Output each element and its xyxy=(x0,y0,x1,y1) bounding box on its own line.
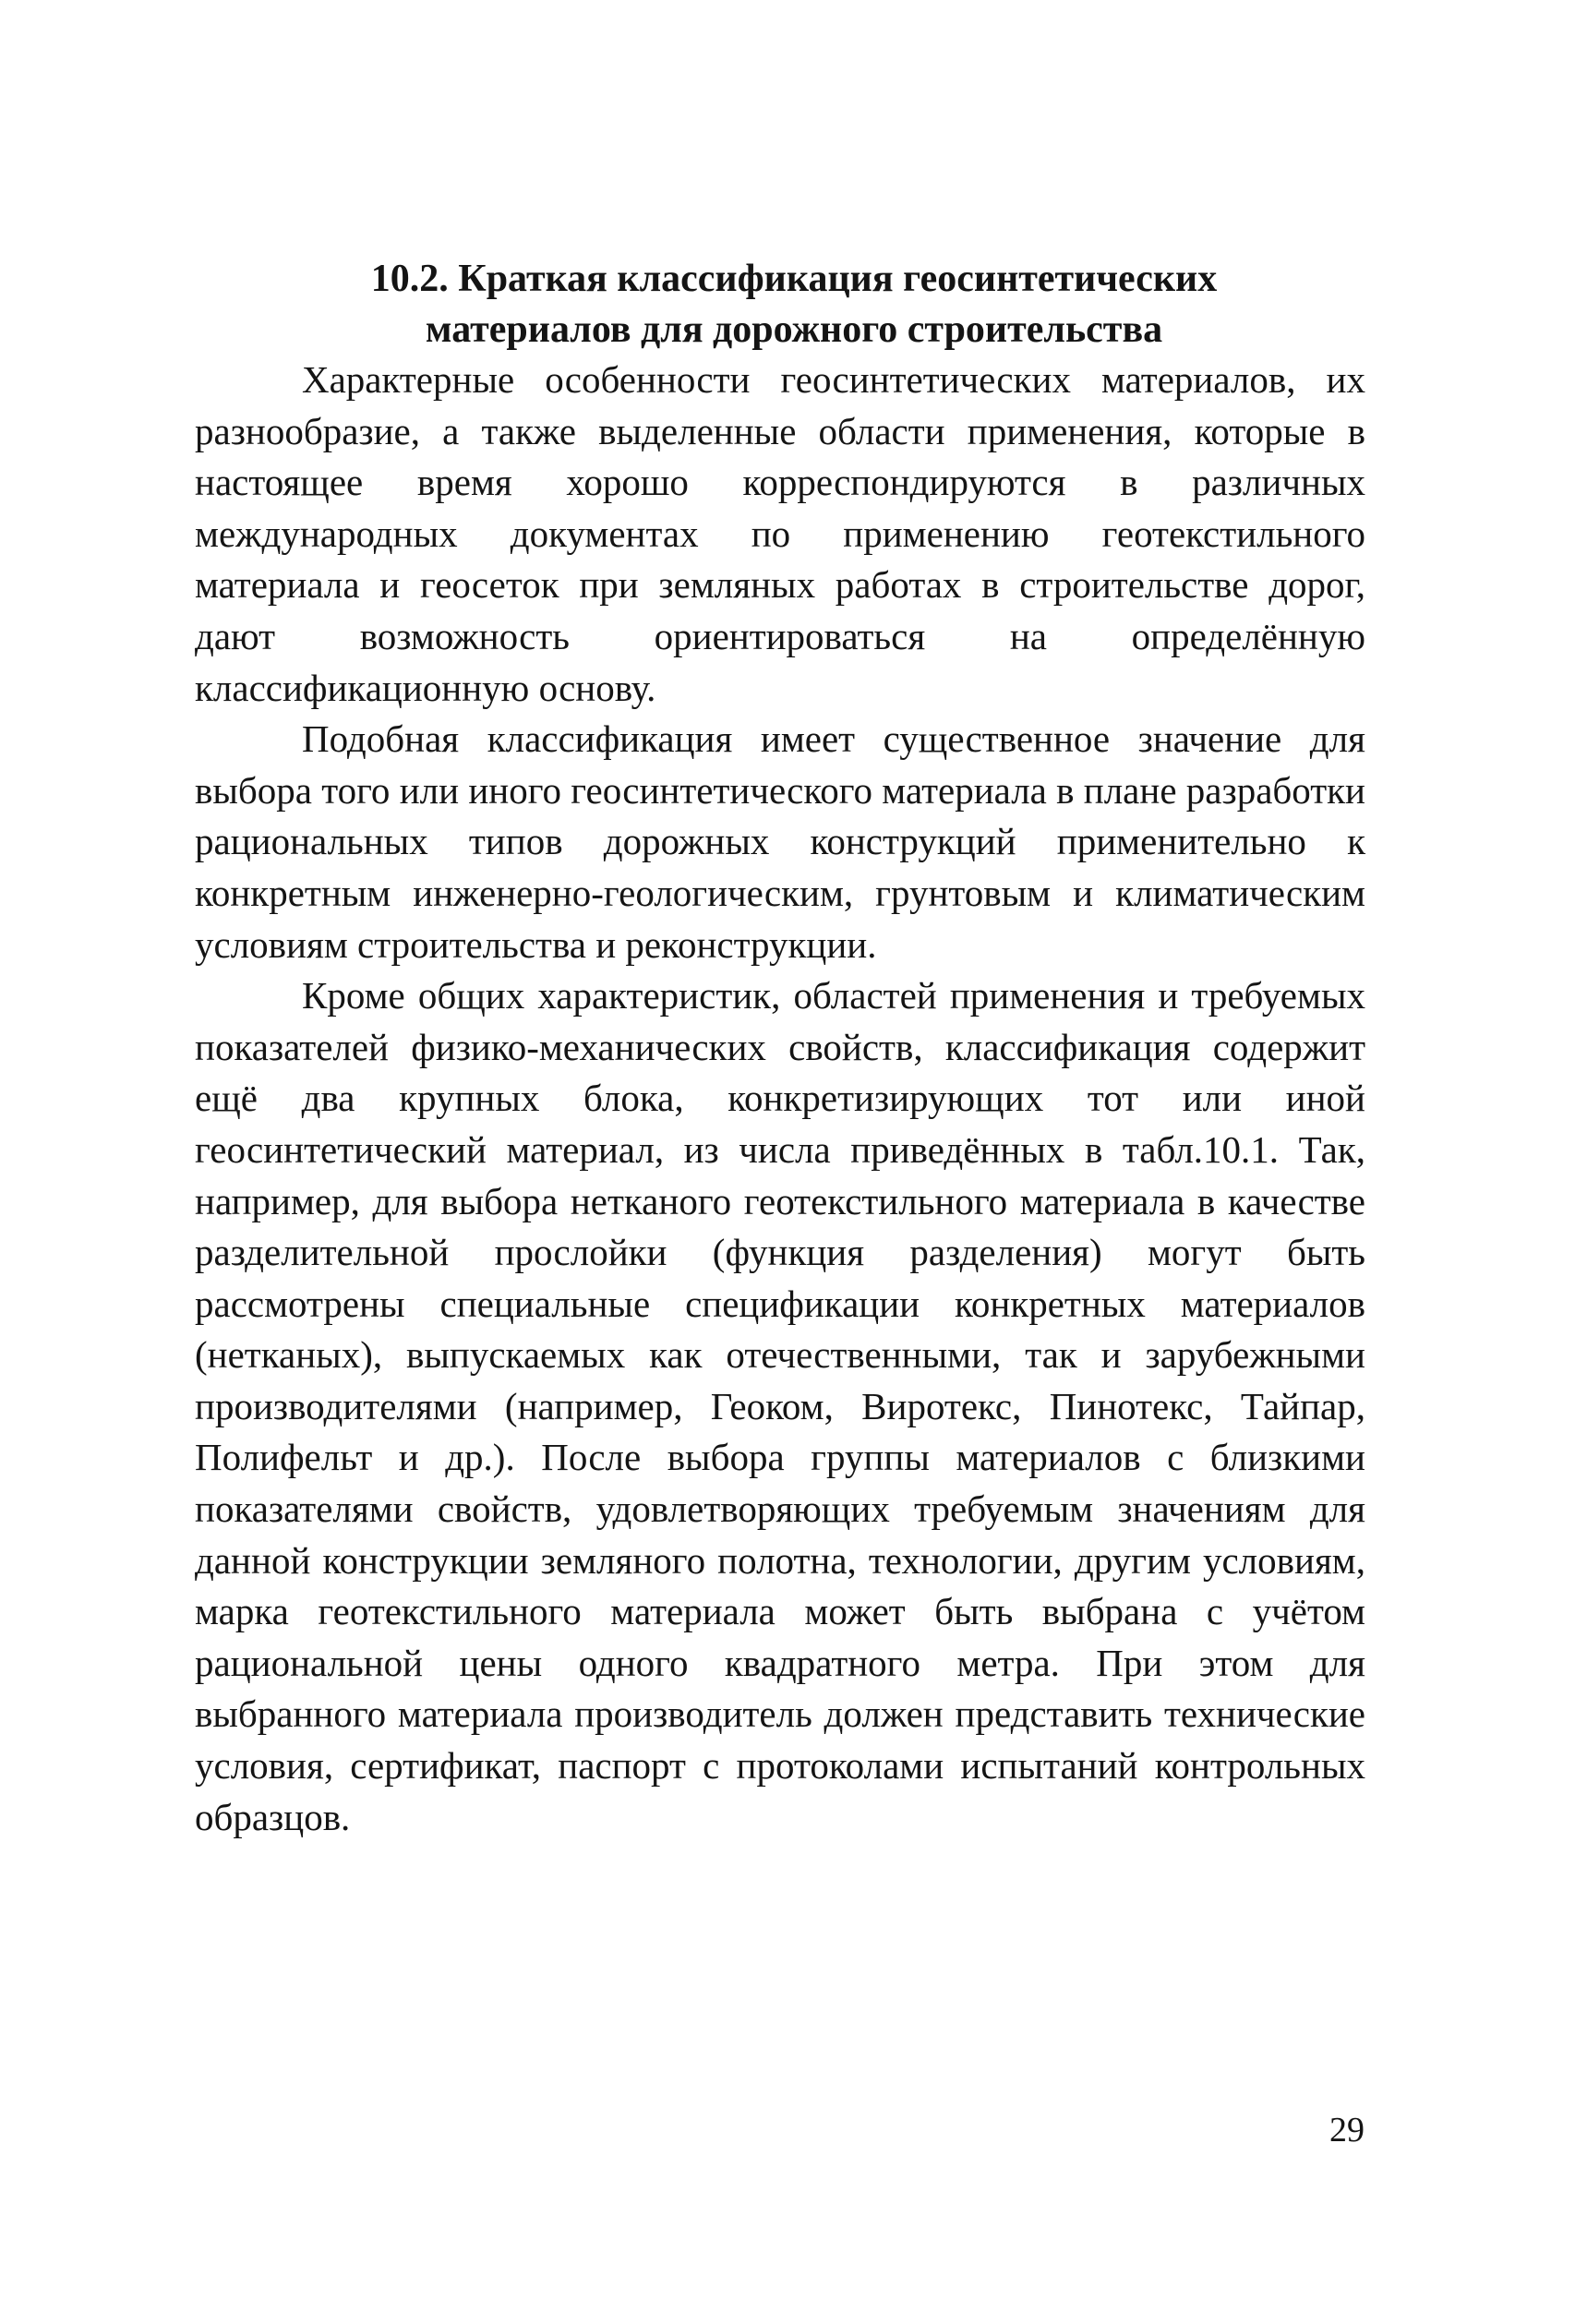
body-text xyxy=(195,355,1365,1843)
paragraph-1: Характерные особенности геосинтетических материалов, их разнообразие, а также выделенные области применения, которые в настоящее время хорошо корреспондируются в различных международных документах по применению геотекстильного материала и геосеток при земляных работах в строительстве дорог, дают возможность ориентироваться на определённую классификационную основу. xyxy=(195,358,1365,709)
page-number: 29 xyxy=(1329,2111,1365,2149)
section-heading-line-1: 10.2. Краткая классификация геосинтетических xyxy=(370,258,1218,300)
section-heading-line-2: материалов для дорожного строительства xyxy=(425,308,1163,351)
paragraph-3: Кроме общих характеристик, областей применения и требуемых показателей физико-механических свойств, классификация содержит ещё два крупных блока, конкретизирующих тот или иной геосинтетический материал, из числа приведённых в табл.10.1. Так, например, для выбора нетканого геотекстильного материала в качестве разделительной прослойки (функция разделения) могут быть рассмотрены специальные спецификации конкретных материалов (нетканых), выпускаемых как отечественными, так и зарубежными производителями (например, Геоком, Виротекс, Пинотекс, Тайпар, Полифельт и др.). После выбора группы материалов с близкими показателями свойств, удовлетворяющих требуемым значениям для данной конструкции земляного полотна, технологии, другим условиям, марка геотекстильного материала может быть выбрана с учётом рациональной цены одного квадратного метра. При этом для выбранного материала производитель должен представить технические условия, сертификат, паспорт с протоколами испытаний контрольных образцов. xyxy=(195,974,1365,1838)
section-heading xyxy=(194,254,1394,355)
paragraph-2: Подобная классификация имеет существенное значение для выбора того или иного геосинтетического материала в плане разработки рациональных типов дорожных конструкций применительно к конкретным инженерно-геологическим, грунтовым и климатическим условиям строительства и реконструкции. xyxy=(195,717,1365,966)
